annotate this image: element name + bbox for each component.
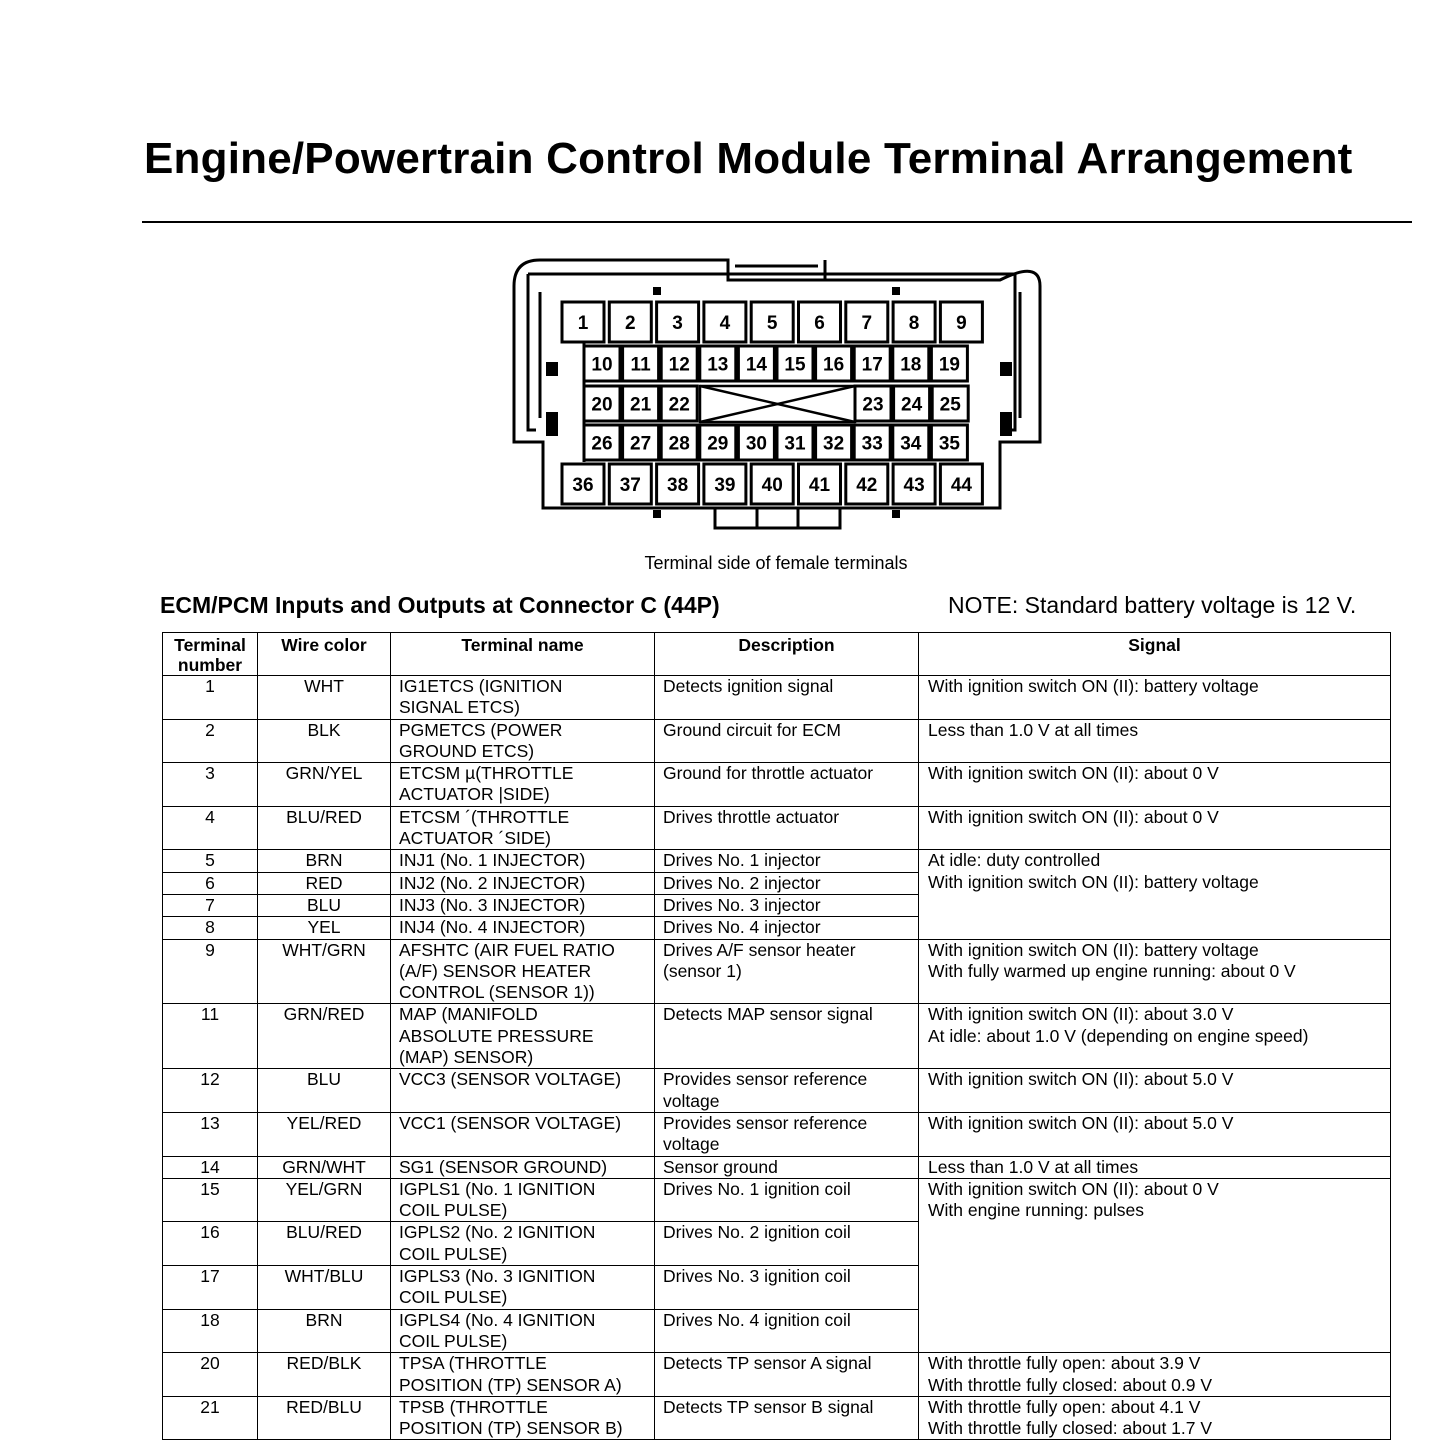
cell-line: With ignition switch ON (II): about 3.0 V	[928, 1004, 1234, 1025]
terminal-number-cell: 17	[163, 1266, 258, 1310]
terminal-name-cell	[391, 939, 655, 1004]
terminal-number-cell: 21	[163, 1396, 258, 1440]
terminal-pin	[932, 386, 968, 421]
terminal-pin	[657, 302, 699, 342]
signal-cell	[919, 1396, 1391, 1440]
cell-line: With throttle fully open: about 4.1 V	[928, 1396, 1201, 1417]
terminal-pin-label: 2	[625, 313, 636, 334]
terminal-pin	[894, 386, 930, 421]
terminal-pin	[609, 302, 651, 342]
cell-line: Drives throttle actuator	[663, 806, 840, 827]
terminal-pin-label: 34	[900, 433, 922, 455]
terminal-number-cell: 20	[163, 1353, 258, 1397]
cell-line: Drives No. 1 ignition coil	[663, 1178, 851, 1199]
terminal-pin-label: 33	[861, 433, 883, 455]
signal-cell	[919, 1004, 1391, 1069]
terminal-pin-label: 5	[766, 313, 778, 334]
connector-caption: Terminal side of female terminals	[644, 553, 908, 573]
signal-cell	[919, 850, 1391, 939]
connector-lock	[1000, 412, 1012, 436]
cell-line: (sensor 1)	[663, 960, 742, 981]
terminal-pin-label: 28	[668, 433, 690, 455]
wire-color-cell: BRN	[258, 1309, 391, 1353]
cell-line: (A/F) SENSOR HEATER	[399, 960, 592, 981]
description-cell	[655, 1222, 919, 1266]
terminal-pin	[584, 346, 620, 381]
terminal-pin	[661, 386, 697, 421]
cell-line: GROUND ETCS)	[399, 740, 535, 761]
terminal-name-cell	[391, 1396, 655, 1440]
cell-line: IGPLS1 (No. 1 IGNITION	[399, 1178, 596, 1199]
signal-cell	[919, 1156, 1391, 1178]
cell-line: Drives No. 3 ignition coil	[663, 1266, 851, 1287]
table-row	[163, 850, 1391, 872]
cell-line: PGMETCS (POWER	[399, 719, 563, 740]
cell-line: IGPLS3 (No. 3 IGNITION	[399, 1266, 596, 1287]
terminal-pin	[931, 346, 967, 381]
terminal-name-cell	[391, 1004, 655, 1069]
terminal-number-cell: 4	[163, 806, 258, 850]
cell-line: With ignition switch ON (II): battery voltage	[928, 676, 1259, 696]
terminal-pin-label: 9	[956, 313, 967, 334]
description-cell	[655, 1112, 919, 1156]
terminal-pin-label: 38	[667, 475, 689, 496]
table-row	[163, 1353, 1391, 1397]
cell-line: With ignition switch ON (II): about 0 V	[928, 1178, 1219, 1199]
wire-color-cell: RED/BLU	[258, 1396, 391, 1440]
table-row	[163, 1396, 1391, 1440]
cell-line: SG1 (SENSOR GROUND)	[399, 1156, 608, 1177]
cell-line: Detects ignition signal	[663, 676, 834, 696]
terminal-pin	[751, 464, 793, 504]
terminal-pin-label: 3	[672, 313, 683, 334]
cell-line: SIGNAL ETCS)	[399, 697, 520, 718]
terminal-name-cell	[391, 1156, 655, 1178]
description-cell	[655, 1396, 919, 1440]
terminal-pin	[562, 302, 604, 342]
terminal-number-cell: 6	[163, 872, 258, 894]
signal-cell	[919, 719, 1391, 763]
cell-line: POSITION (TP) SENSOR B)	[399, 1418, 623, 1439]
terminal-pin	[893, 425, 929, 460]
header-terminal-number-line: Terminal	[174, 635, 246, 655]
terminal-pin	[584, 425, 620, 460]
terminal-pin	[661, 425, 697, 460]
connector-bottom-tabs	[715, 508, 840, 528]
terminal-pin	[623, 346, 659, 381]
terminal-name-cell	[391, 719, 655, 763]
wire-color-cell: GRN/YEL	[258, 763, 391, 807]
terminal-pin	[751, 302, 793, 342]
cell-line: At idle: duty controlled	[928, 850, 1101, 871]
cell-line: With ignition switch ON (II): about 0 V	[928, 763, 1219, 784]
terminal-pin	[799, 302, 841, 342]
terminal-number-cell: 14	[163, 1156, 258, 1178]
terminal-pin-label: 42	[856, 475, 878, 496]
terminal-pin	[657, 464, 699, 504]
cell-line: Less than 1.0 V at all times	[928, 719, 1139, 740]
terminal-pin-label: 6	[814, 313, 825, 334]
terminal-pin-label: 20	[591, 394, 613, 416]
terminal-pin	[855, 386, 891, 421]
terminal-pin	[661, 346, 697, 381]
terminal-pin-label: 10	[591, 354, 613, 376]
page-title: Engine/Powertrain Control Module Terminal Arrangement	[144, 134, 1353, 183]
cell-line: Detects TP sensor A signal	[663, 1353, 872, 1374]
cell-line: Drives No. 2 ignition coil	[663, 1222, 851, 1243]
description-cell	[655, 806, 919, 850]
terminal-name-cell	[391, 1069, 655, 1113]
wire-color-cell: BRN	[258, 850, 391, 872]
cell-line: With ignition switch ON (II): battery voltage	[928, 871, 1259, 892]
terminal-pin	[704, 464, 746, 504]
cell-line: With throttle fully closed: about 0.9 V	[928, 1374, 1213, 1395]
cell-line: INJ2 (No. 2 INJECTOR)	[399, 872, 586, 893]
table-header-row	[163, 633, 1391, 676]
cell-line: With engine running: pulses	[928, 1200, 1144, 1221]
description-cell	[655, 917, 919, 939]
terminal-pin-label: 30	[745, 433, 767, 455]
cell-line: Drives No. 3 injector	[663, 894, 821, 915]
cell-line: Less than 1.0 V at all times	[928, 1156, 1139, 1177]
cell-line: IGPLS2 (No. 2 IGNITION	[399, 1222, 596, 1243]
terminal-name-cell	[391, 850, 655, 872]
description-cell	[655, 719, 919, 763]
cell-line: TPSA (THROTTLE	[399, 1353, 547, 1374]
terminal-number-cell: 7	[163, 894, 258, 916]
terminal-number-cell: 18	[163, 1309, 258, 1353]
terminal-pin-label: 16	[823, 354, 845, 376]
cell-line: Drives No. 4 ignition coil	[663, 1309, 851, 1330]
terminal-table	[162, 632, 1391, 1440]
connector-lock	[1000, 362, 1012, 376]
cell-line: INJ1 (No. 1 INJECTOR)	[399, 850, 586, 871]
table-row	[163, 806, 1391, 850]
header-terminal-name: Terminal name	[391, 633, 655, 676]
description-cell	[655, 872, 919, 894]
terminal-name-cell	[391, 1266, 655, 1310]
terminal-pin-label: 19	[938, 354, 960, 376]
cell-line: With ignition switch ON (II): battery voltage	[928, 939, 1259, 960]
wire-color-cell: WHT/GRN	[258, 939, 391, 1004]
description-cell	[655, 850, 919, 872]
terminal-pin	[940, 464, 982, 504]
header-signal: Signal	[919, 633, 1391, 676]
terminal-pin	[704, 302, 746, 342]
description-cell	[655, 1178, 919, 1222]
cell-line: ABSOLUTE PRESSURE	[399, 1025, 594, 1046]
cell-line: With fully warmed up engine running: about 0 V	[928, 960, 1296, 981]
cell-line: With ignition switch ON (II): about 5.0 V	[928, 1112, 1234, 1133]
signal-cell	[919, 676, 1391, 720]
cell-line: Detects MAP sensor signal	[663, 1004, 873, 1025]
terminal-pin-label: 32	[823, 433, 845, 455]
cell-line: POSITION (TP) SENSOR A)	[399, 1374, 622, 1395]
terminal-pin	[700, 346, 736, 381]
cell-line: With ignition switch ON (II): about 0 V	[928, 806, 1219, 827]
description-cell	[655, 676, 919, 720]
table-row	[163, 719, 1391, 763]
cell-line: IGPLS4 (No. 4 IGNITION	[399, 1309, 596, 1330]
terminal-pin-label: 12	[668, 354, 690, 376]
wire-color-cell: BLU/RED	[258, 806, 391, 850]
wire-color-cell: BLU/RED	[258, 1222, 391, 1266]
terminal-pin-label: 24	[901, 394, 923, 416]
terminal-name-cell	[391, 917, 655, 939]
description-cell	[655, 1309, 919, 1353]
terminal-number-cell: 2	[163, 719, 258, 763]
connector-inner-wall-left	[528, 274, 536, 430]
terminal-pin	[777, 425, 813, 460]
terminal-pin-label: 40	[761, 475, 783, 496]
description-cell	[655, 1004, 919, 1069]
terminal-number-cell: 1	[163, 676, 258, 720]
connector-lock	[546, 362, 558, 376]
terminal-number-cell: 13	[163, 1112, 258, 1156]
terminal-pin	[931, 425, 967, 460]
cell-line: COIL PULSE)	[399, 1330, 508, 1351]
connector-key	[892, 510, 900, 518]
terminal-pin-label: 37	[619, 475, 641, 496]
cell-line: VCC1 (SENSOR VOLTAGE)	[399, 1112, 622, 1133]
table-row	[163, 1178, 1391, 1222]
cell-line: Drives No. 1 injector	[663, 850, 821, 871]
table-row	[163, 1112, 1391, 1156]
signal-cell	[919, 1069, 1391, 1113]
wire-color-cell: WHT	[258, 676, 391, 720]
cell-line: COIL PULSE)	[399, 1287, 508, 1308]
wire-color-cell: YEL/RED	[258, 1112, 391, 1156]
cell-line: INJ3 (No. 3 INJECTOR)	[399, 894, 586, 915]
cell-line: With throttle fully open: about 3.9 V	[928, 1353, 1201, 1374]
terminal-pin-label: 36	[572, 475, 594, 496]
terminal-pin	[623, 386, 659, 421]
cell-line: IG1ETCS (IGNITION	[399, 676, 563, 696]
terminal-pin-label: 35	[938, 433, 960, 455]
terminal-pin	[799, 464, 841, 504]
cell-line: (MAP) SENSOR)	[399, 1047, 534, 1068]
wire-color-cell: GRN/RED	[258, 1004, 391, 1069]
terminal-pin-label: 11	[630, 354, 651, 376]
table-row	[163, 1069, 1391, 1113]
terminal-pin-label: 21	[630, 394, 652, 416]
table-row	[163, 676, 1391, 720]
terminal-pin	[700, 425, 736, 460]
terminal-pin-label: 1	[577, 313, 589, 334]
terminal-pin	[893, 302, 935, 342]
wire-color-cell: RED/BLK	[258, 1353, 391, 1397]
wire-color-cell: BLU	[258, 1069, 391, 1113]
terminal-name-cell	[391, 1178, 655, 1222]
description-cell	[655, 1353, 919, 1397]
connector-key	[653, 510, 661, 518]
terminal-pin	[846, 302, 888, 342]
terminal-pin-label: 43	[903, 475, 925, 496]
cell-line: ACTUATOR ´SIDE)	[399, 828, 551, 849]
cell-line: Detects TP sensor B signal	[663, 1396, 874, 1417]
cell-line: Drives No. 2 injector	[663, 872, 821, 893]
terminal-name-cell	[391, 1353, 655, 1397]
signal-cell	[919, 763, 1391, 807]
connector-lock	[546, 412, 558, 436]
cell-line: INJ4 (No. 4 INJECTOR)	[399, 917, 586, 938]
cell-line: Ground for throttle actuator	[663, 763, 874, 784]
cell-line: COIL PULSE)	[399, 1243, 508, 1264]
wire-color-cell: BLK	[258, 719, 391, 763]
wire-color-cell: WHT/BLU	[258, 1266, 391, 1310]
terminal-pin-label: 27	[630, 433, 652, 455]
header-description: Description	[655, 633, 919, 676]
signal-cell	[919, 806, 1391, 850]
cell-line: voltage	[663, 1090, 720, 1111]
terminal-name-cell	[391, 872, 655, 894]
terminal-pin-label: 14	[745, 354, 767, 376]
table-row	[163, 939, 1391, 1004]
terminal-name-cell	[391, 1309, 655, 1353]
terminal-pin-label: 23	[862, 394, 884, 416]
terminal-number-cell: 8	[163, 917, 258, 939]
terminal-name-cell	[391, 676, 655, 720]
title-divider	[142, 221, 1412, 223]
cell-line: Drives No. 4 injector	[663, 917, 821, 938]
terminal-name-cell	[391, 1112, 655, 1156]
table-row	[163, 763, 1391, 807]
header-terminal-number-line: number	[177, 655, 243, 675]
cell-line: With throttle fully closed: about 1.7 V	[928, 1418, 1213, 1439]
description-cell	[655, 763, 919, 807]
cell-line: Drives A/F sensor heater	[663, 939, 856, 960]
terminal-pin	[854, 425, 890, 460]
table-row	[163, 1004, 1391, 1069]
section-heading: ECM/PCM Inputs and Outputs at Connector C (44P)	[160, 592, 720, 618]
terminal-pin	[893, 346, 929, 381]
terminal-name-cell	[391, 894, 655, 916]
cell-line: Ground circuit for ECM	[663, 719, 841, 740]
cell-line: CONTROL (SENSOR 1))	[399, 982, 595, 1003]
terminal-pin-label: 25	[939, 394, 961, 416]
terminal-pin-label: 44	[950, 475, 972, 496]
description-cell	[655, 939, 919, 1004]
terminal-pin-label: 13	[707, 354, 729, 376]
signal-cell	[919, 1112, 1391, 1156]
wire-color-cell: RED	[258, 872, 391, 894]
table-row	[163, 1156, 1391, 1178]
cell-line: AFSHTC (AIR FUEL RATIO	[399, 939, 615, 960]
signal-cell	[919, 1353, 1391, 1397]
terminal-pin-label: 18	[900, 354, 922, 376]
terminal-pin	[609, 464, 651, 504]
description-cell	[655, 894, 919, 916]
connector-latch	[728, 260, 825, 280]
wire-color-cell: GRN/WHT	[258, 1156, 391, 1178]
terminal-pin	[816, 425, 852, 460]
signal-cell	[919, 1178, 1391, 1352]
terminal-number-cell: 16	[163, 1222, 258, 1266]
connector-key	[892, 287, 900, 295]
signal-cell	[919, 939, 1391, 1004]
terminal-pin-label: 22	[668, 394, 690, 416]
header-terminal-number	[163, 633, 258, 676]
terminal-pin	[846, 464, 888, 504]
terminal-pin-label: 26	[591, 433, 613, 455]
cell-line: ETCSM µ(THROTTLE	[399, 763, 574, 784]
terminal-pin	[584, 386, 620, 421]
terminal-number-cell: 5	[163, 850, 258, 872]
terminal-number-cell: 12	[163, 1069, 258, 1113]
cell-line: Sensor ground	[663, 1156, 778, 1177]
cell-line: voltage	[663, 1134, 720, 1155]
battery-note: NOTE: Standard battery voltage is 12 V.	[948, 592, 1357, 618]
terminal-number-cell: 9	[163, 939, 258, 1004]
wire-color-cell: YEL/GRN	[258, 1178, 391, 1222]
description-cell	[655, 1069, 919, 1113]
cell-line: Provides sensor reference	[663, 1112, 868, 1133]
cell-line: VCC3 (SENSOR VOLTAGE)	[399, 1069, 622, 1090]
terminal-pin-label: 29	[707, 433, 729, 455]
description-cell	[655, 1266, 919, 1310]
wire-color-cell: YEL	[258, 917, 391, 939]
terminal-pin-label: 31	[784, 433, 806, 455]
terminal-pin-label: 17	[861, 354, 883, 376]
terminal-pin	[854, 346, 890, 381]
cell-line: COIL PULSE)	[399, 1200, 508, 1221]
cell-line: TPSB (THROTTLE	[399, 1396, 548, 1417]
cell-line: With ignition switch ON (II): about 5.0 V	[928, 1069, 1234, 1090]
terminal-pin-label: 15	[784, 354, 806, 376]
terminal-pin-label: 7	[861, 313, 873, 334]
terminal-name-cell	[391, 1222, 655, 1266]
terminal-pin	[623, 425, 659, 460]
cell-line: Provides sensor reference	[663, 1069, 868, 1090]
terminal-pin	[738, 425, 774, 460]
terminal-pin	[562, 464, 604, 504]
terminal-number-cell: 11	[163, 1004, 258, 1069]
terminal-pin	[893, 464, 935, 504]
cell-line: MAP (MANIFOLD	[399, 1004, 538, 1025]
terminal-number-cell: 3	[163, 763, 258, 807]
terminal-pin-label: 41	[808, 475, 831, 496]
header-wire-color: Wire color	[258, 633, 391, 676]
terminal-pin-label: 8	[908, 313, 920, 334]
terminal-number-cell: 15	[163, 1178, 258, 1222]
cell-line: ACTUATOR |SIDE)	[399, 784, 550, 805]
cell-line: At idle: about 1.0 V (depending on engine speed)	[928, 1025, 1309, 1046]
terminal-pin-label: 4	[719, 313, 731, 334]
description-cell	[655, 1156, 919, 1178]
terminal-pin	[777, 346, 813, 381]
connector-key	[653, 287, 661, 295]
terminal-pin	[940, 302, 982, 342]
terminal-pin-label: 39	[714, 475, 736, 496]
wire-color-cell: BLU	[258, 894, 391, 916]
terminal-name-cell	[391, 763, 655, 807]
terminal-pin	[738, 346, 774, 381]
cell-line: ETCSM ´(THROTTLE	[399, 806, 570, 827]
terminal-name-cell	[391, 806, 655, 850]
connector-diagram	[500, 250, 1060, 535]
terminal-pin	[816, 346, 852, 381]
